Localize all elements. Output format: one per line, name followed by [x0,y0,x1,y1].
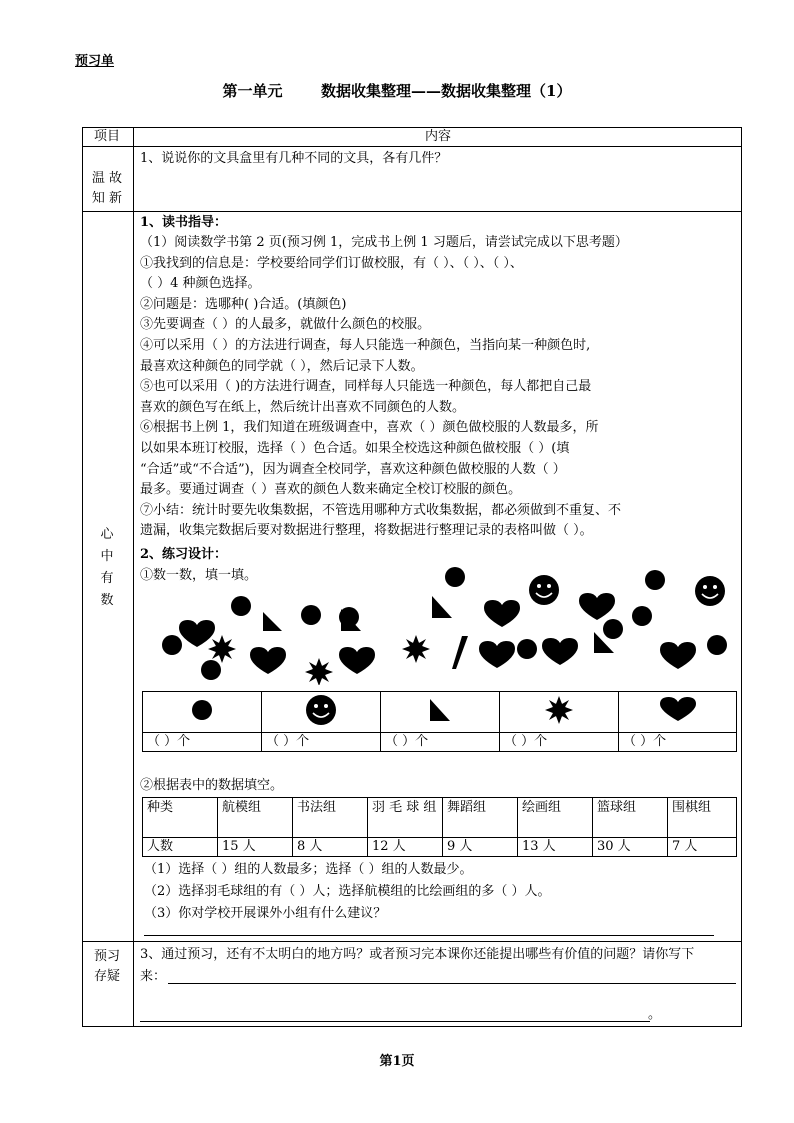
shapes-illustration [142,565,742,685]
circle-shape [603,619,623,639]
circle-shape [707,635,727,655]
count-cell-sun[interactable]: （ ）个 [500,733,619,752]
preview-end-mark: 。 [648,1007,662,1022]
groups-table [142,797,737,857]
col-head-content: 内容 [424,129,451,144]
answer-line[interactable] [140,1021,650,1022]
triangle-shape [263,612,282,631]
main-label-2: 中 [100,549,114,564]
reading-line: （ ）4 种颜色选择。 [140,276,261,292]
circle-shape [517,639,537,659]
smiley-shape [529,575,559,605]
reading-line: 以如果本班订校服，选择（ ）色合适。如果全校选这种颜色做校服（ ）(填 [140,441,570,456]
circle-shape [645,570,665,590]
heart-shape [339,647,375,674]
heart-shape [542,638,578,665]
reading-line: ②问题是：选哪种( )合适。(填颜色) [140,296,347,312]
groups-header-cell: 书法组 [293,798,368,838]
reading-line: 最喜欢这种颜色的同学就（ ），然后记录下人数。 [140,358,424,374]
groups-header-cell: 篮球组 [593,798,668,838]
groups-value-cell: 15 人 [218,838,293,857]
sun-shape [402,635,430,663]
heart-shape [484,600,520,627]
circle-shape [632,606,652,626]
practice-title: 2、练习设计： [140,547,228,562]
answer-line[interactable] [144,935,714,936]
reading-line: ⑤也可以采用（ )的方法进行调查，同样每人只能选一种颜色，每人都把自己最 [140,379,592,395]
sun-shape [305,658,333,685]
count-cell-smiley[interactable]: （ ）个 [262,733,381,752]
smiley-shape [695,576,725,606]
fill-prompt: ②根据表中的数据填空。 [140,778,284,793]
circle-shape [445,567,465,587]
review-question: 1、说说你的文具盒里有几种不同的文具，各有几件？ [140,151,448,166]
sun-shape [208,635,236,663]
groups-value-cell: 8 人 [293,838,368,857]
worksheet-table [82,127,742,1027]
page-number: 第1页 [379,1054,415,1069]
triangle-icon [428,697,452,723]
question-2: （2）选择羽毛球组的有（ ）人；选择航模组的比绘画组的多（ ）人。 [144,884,551,899]
heart-shape [579,593,615,620]
circle-shape [231,596,251,616]
answer-line[interactable] [168,983,736,984]
reading-line: （1）阅读数学书第 2 页(预习例 1，完成书上例 1 习题后，请尝试完成以下思考题） [140,235,628,250]
reading-line: ①我找到的信息是：学校要给同学们订做校服，有（ ）、（ ）、（ ）、 [140,255,523,271]
doc-tag: 预习单 [75,54,115,69]
circle-shape [301,605,321,625]
main-label-1: 心 [100,527,114,542]
col-head-item: 项目 [93,129,120,144]
page-title [0,80,794,101]
main-label-4: 数 [100,593,114,608]
groups-header-cell: 绘画组 [518,798,593,838]
circle-shape [162,635,182,655]
reading-line: ④可以采用（ ）的方法进行调查，每人只能选一种颜色，当指向某一种颜色时, [140,338,591,353]
circle-shape [201,660,221,680]
count-cell-heart[interactable]: （ ）个 [619,733,737,752]
reading-line: ⑥根据书上例 1，我们知道在班级调查中，喜欢（ ）颜色做校服的人数最多，所 [140,420,599,436]
count-table [142,691,737,752]
reading-line: ③先要调查（ ）的人最多，就做什么颜色的校服。 [140,317,431,333]
groups-value-cell: 12 人 [368,838,443,857]
preview-label-1: 预习 [93,949,120,964]
count-cell-circle[interactable]: （ ）个 [143,733,262,752]
heart-shape [479,641,515,668]
groups-header-cell: 航模组 [218,798,293,838]
unit-label: 第一单元 [222,82,283,100]
reading-line: ⑦小结：统计时要先收集数据，不管选用哪种方式收集数据，都必须做到不重复、不 [140,502,622,518]
reading-line: 最多。要通过调查（ ）喜欢的颜色人数来确定全校订校服的颜色。 [140,482,522,498]
main-label-3: 有 [100,571,114,586]
triangle-shape [432,596,452,618]
groups-value-cell: 9 人 [443,838,518,857]
count-cell-triangle[interactable]: （ ）个 [381,733,500,752]
groups-value-cell: 人数 [143,838,218,857]
groups-value-cell: 7 人 [668,838,737,857]
groups-header-cell: 舞蹈组 [443,798,518,838]
sun-icon [544,695,574,725]
heart-shape [250,647,286,674]
heart-shape [179,620,215,647]
question-3: （3）你对学校开展课外小组有什么建议？ [144,906,387,921]
circle-icon [191,699,213,721]
groups-header-cell: 围棋组 [668,798,737,838]
groups-value-cell: 13 人 [518,838,593,857]
heart-shape [660,642,696,669]
preview-question: 3、通过预习，还有不太明白的地方吗？或者预习完本课你还能提出哪些有价值的问题？请你写下 [140,947,695,962]
heart-icon [660,697,696,723]
review-label-2: 知 新 [91,191,123,206]
review-label-1: 温 故 [91,171,123,186]
reading-line: 遗漏，收集完数据后要对数据进行整理，将数据进行整理记录的表格叫做（ ）。 [140,523,593,539]
groups-value-cell: 30 人 [593,838,668,857]
preview-question-end: 来： [140,969,167,984]
reading-line: “合适”或“不合适”)，因为调查全校同学，喜欢这种颜色做校服的人数（ ） [140,461,566,477]
count-prompt: ①数一数，填一填。 [140,568,258,583]
groups-header-cell: 羽 毛 球 组 [368,798,443,838]
lesson-title: 数据收集整理——数据收集整理（1） [321,82,572,100]
triangle-shape [452,636,468,669]
question-1: （1）选择（ ）组的人数最多；选择（ ）组的人数最少。 [144,862,473,877]
groups-header-cell: 种类 [143,798,218,838]
reading-line: 喜欢的颜色写在纸上，然后统计出喜欢不同颜色的人数。 [140,399,466,415]
reading-title: 1、读书指导： [140,215,228,230]
smiley-icon [304,693,338,727]
preview-label-2: 存疑 [93,969,120,984]
